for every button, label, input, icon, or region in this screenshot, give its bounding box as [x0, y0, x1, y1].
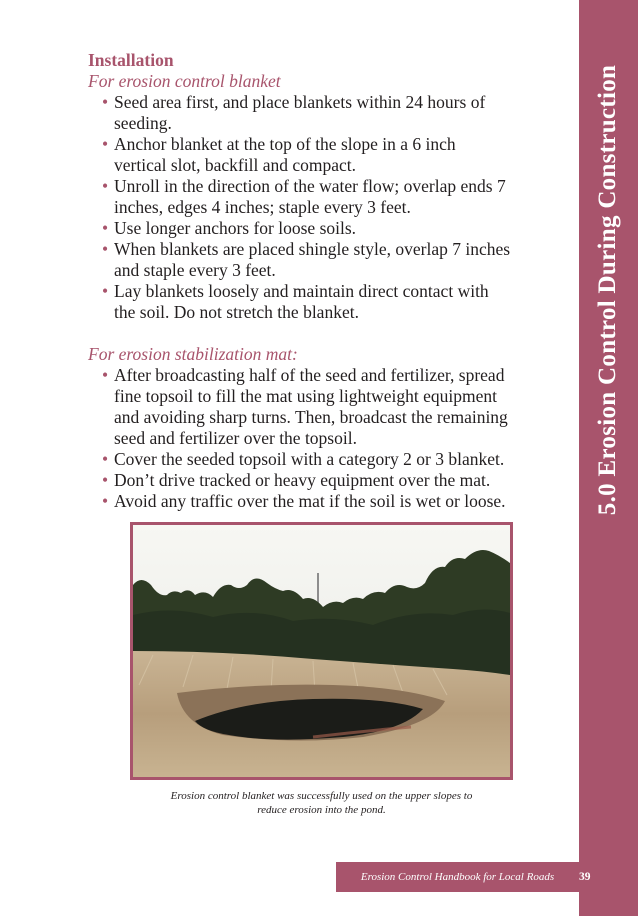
list-item — [88, 218, 558, 239]
footer-book-title: Erosion Control Handbook for Local Roads — [336, 862, 579, 892]
bullet-icon: • — [102, 470, 109, 490]
line: After broadcasting half of the seed and fertilizer, spread — [114, 365, 505, 385]
line: the soil. Do not stretch the blanket. — [114, 302, 359, 322]
main-content — [88, 50, 558, 512]
line: Seed area first, and place blankets within 24 hours of — [114, 92, 486, 112]
blanket-list — [88, 92, 558, 323]
list-item — [88, 176, 558, 218]
bullet-icon: • — [102, 281, 109, 301]
pond-photo — [130, 522, 513, 780]
list-item — [88, 365, 558, 449]
bullet-icon: • — [102, 134, 109, 154]
bullet-icon: • — [102, 239, 109, 259]
section-heading: Installation — [88, 50, 174, 70]
bullet-icon: • — [102, 218, 109, 238]
list-item — [88, 449, 558, 470]
bullet-icon: • — [102, 92, 109, 112]
blanket-subheading: For erosion control blanket — [88, 71, 281, 91]
line: Cover the seeded topsoil with a category 2 or 3 blanket. — [114, 449, 505, 469]
bullet-icon: • — [102, 449, 109, 469]
line: When blankets are placed shingle style, overlap 7 inches — [114, 239, 511, 259]
line: and staple every 3 feet. — [114, 260, 276, 280]
line: inches, edges 4 inches; staple every 3 feet. — [114, 197, 411, 217]
line: Lay blankets loosely and maintain direct contact with — [114, 281, 489, 301]
list-item — [88, 281, 558, 323]
mat-subheading: For erosion stabilization mat: — [88, 344, 298, 364]
spacer — [88, 323, 558, 344]
line: seed and fertilizer over the topsoil. — [114, 428, 357, 448]
page-number: 39 — [579, 871, 591, 883]
line: fine topsoil to fill the mat using lightweight equipment — [114, 386, 498, 406]
photo-caption — [130, 789, 513, 817]
line: Don’t drive tracked or heavy equipment over the mat. — [114, 470, 491, 490]
line: seeding. — [114, 113, 172, 133]
bullet-icon: • — [102, 365, 109, 385]
list-item — [88, 92, 558, 134]
list-item — [88, 470, 558, 491]
caption-line: Erosion control blanket was successfully used on the upper slopes to — [170, 790, 473, 802]
chapter-title: 5.0 Erosion Control During Construction — [594, 64, 621, 516]
list-item — [88, 134, 558, 176]
caption-line: reduce erosion into the pond. — [257, 804, 386, 816]
list-item — [88, 491, 558, 512]
bullet-icon: • — [102, 176, 109, 196]
line: Anchor blanket at the top of the slope in a 6 inch — [114, 134, 456, 154]
line: Unroll in the direction of the water flow; overlap ends 7 — [114, 176, 506, 196]
line: Use longer anchors for loose soils. — [114, 218, 357, 238]
line: Avoid any traffic over the mat if the soil is wet or loose. — [114, 491, 506, 511]
mat-list — [88, 365, 558, 512]
line: vertical slot, backfill and compact. — [114, 155, 356, 175]
pond-photo-illustration — [133, 525, 510, 777]
line: and avoiding sharp turns. Then, broadcast the remaining — [114, 407, 508, 427]
bullet-icon: • — [102, 491, 109, 511]
list-item — [88, 239, 558, 281]
